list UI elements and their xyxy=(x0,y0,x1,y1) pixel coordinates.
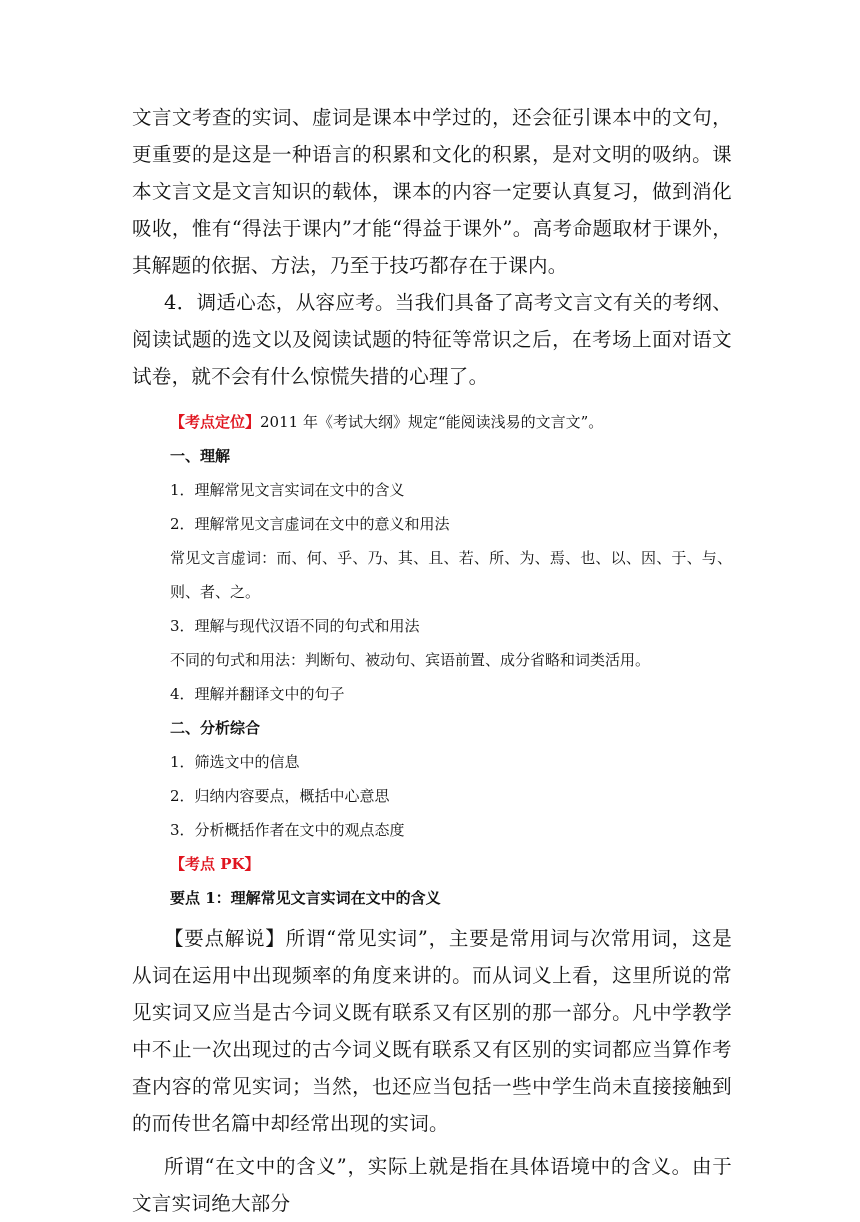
explanation-paragraph xyxy=(132,920,732,1142)
sentence-patterns-text: 不同的句式和用法：判断句、被动句、宾语前置、成分省略和词类活用。 xyxy=(170,651,651,669)
list-item: 2．理解常见文言虚词在文中的意义和用法 xyxy=(170,515,450,533)
list-item: 1．理解常见文言实词在文中的含义 xyxy=(170,481,405,499)
exam-point-line xyxy=(132,405,732,439)
list-item: 3．分析概括作者在文中的观点态度 xyxy=(170,821,405,839)
explanation-section xyxy=(132,920,732,1222)
paragraph-review-textbook: 文言文考查的实词、虚词是课本中学过的，还会征引课本中的文句，更重要的是这是一种语言的积累和文化的积累，是对文明的吸纳。课本文言文是文言知识的载体，课本的内容一定要认真复习，做到消化吸收，惟有“得法于课内”才能“得益于课外”。高考命题取材于课外，其解题的依据、方法，乃至于技巧都存在于课内。 xyxy=(132,106,732,277)
list-item: 2．归纳内容要点，概括中心意思 xyxy=(170,787,390,805)
exam-point-text: 2011 年《考试大纲》规定“能阅读浅易的文言文”。 xyxy=(260,413,604,431)
top-paragraphs xyxy=(132,99,732,395)
list-item: 1．筛选文中的信息 xyxy=(170,753,300,771)
paragraph-mindset: 4．调适心态，从容应考。当我们具备了高考文言文有关的考纲、阅读试题的选文以及阅读试题的特征等常识之后，在考场上面对语文试卷，就不会有什么惊慌失措的心理了。 xyxy=(132,291,732,388)
section-heading-understand: 一、理解 xyxy=(170,447,231,465)
function-words-list: 常见文言虚词：而、何、乎、乃、其、且、若、所、为、焉、也、以、因、于、与、则、者、之。 xyxy=(170,549,732,601)
list-item: 4．理解并翻译文中的句子 xyxy=(170,685,345,703)
list-item: 3．理解与现代汉语不同的句式和用法 xyxy=(170,617,420,635)
point-1-title: 要点 1：理解常见文言实词在文中的含义 xyxy=(170,889,441,907)
exam-point-section xyxy=(132,405,732,915)
exam-pk-label: 【考点 PK】 xyxy=(170,855,260,873)
explanation-label: 【要点解说】 xyxy=(164,927,286,950)
explanation-text: 所谓“常见实词”，主要是常用词与次常用词，这是从词在运用中出现频率的角度来讲的。而从词义上看，这里所说的常见实词又应当是古今词义既有联系又有区别的那一部分。凡中学教学中不止一次出现过的古今词义既有联系又有区别的实词都应当算作考查内容的常见实词；当然，也还应当包括一些中学生尚未直接接触到的而传世名篇中却经常出现的实词。 xyxy=(132,927,732,1135)
exam-point-label: 【考点定位】 xyxy=(170,413,261,431)
context-meaning-paragraph: 所谓“在文中的含义”，实际上就是指在具体语境中的含义。由于文言实词绝大部分 xyxy=(132,1155,732,1215)
section-heading-analysis: 二、分析综合 xyxy=(170,719,261,737)
